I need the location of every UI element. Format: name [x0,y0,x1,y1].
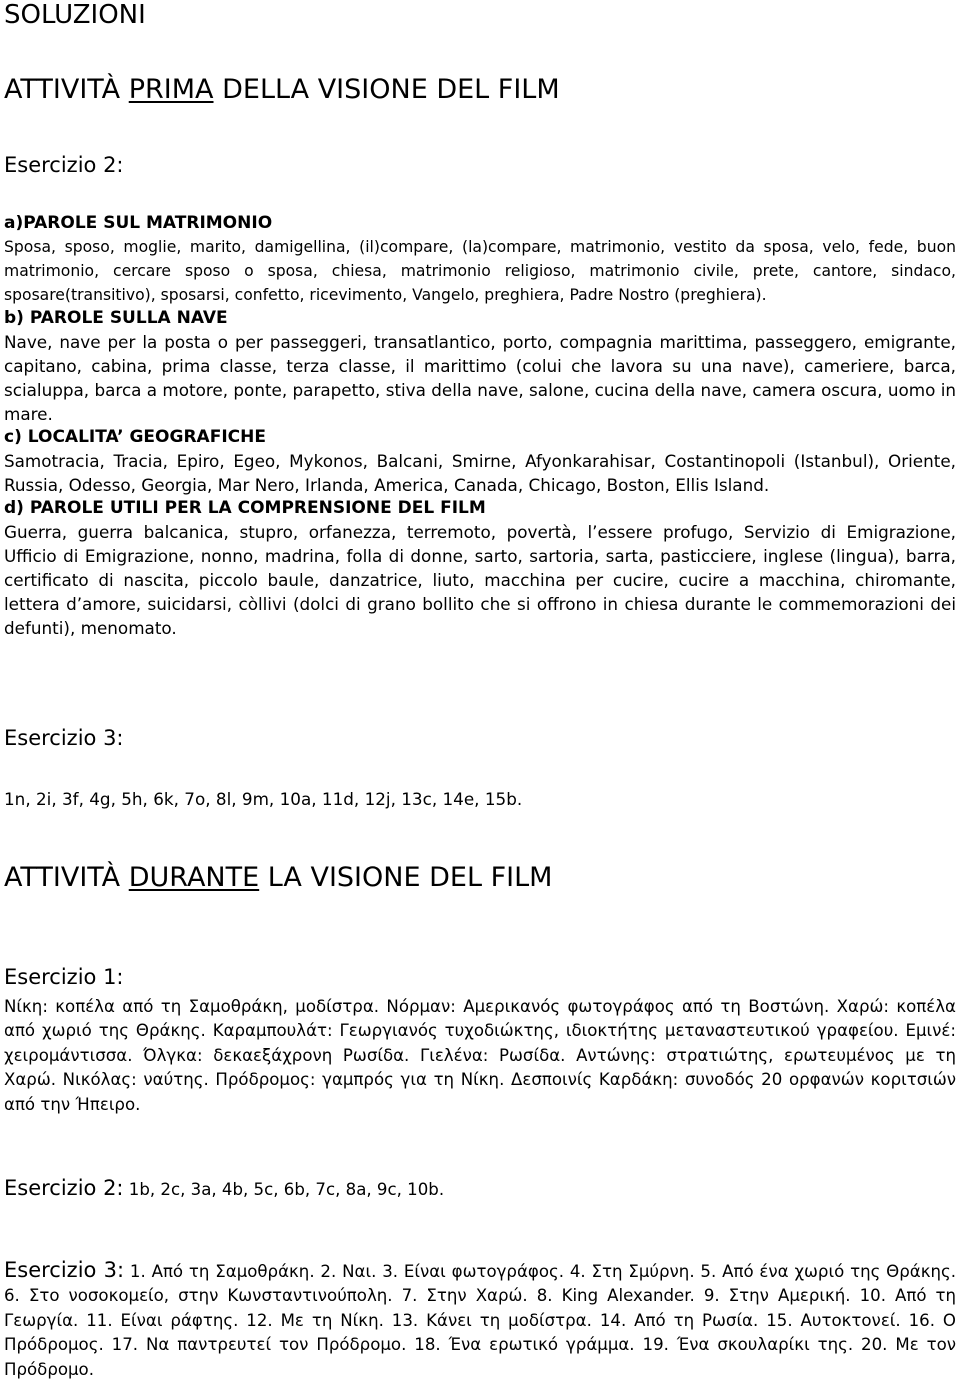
section-heading-before-film [4,74,560,106]
during-exercise-2 [4,1176,956,1202]
section-heading-prefix: ATTIVITÀ [4,862,129,893]
subsection-c-text: Samotracia, Tracia, Epiro, Egeo, Mykonos, Balcani, Smirne, Afyonkarahisar, Costantinopoli (Istanbul), Oriente, Russia, Odesso, Georgia, Mar Nero, Irlanda, America, Canada, Chicago, Boston, Ellis Island. [4,451,956,495]
document-title: SOLUZIONI [4,0,146,30]
during-exercise-3 [4,1258,956,1382]
section-heading-during-film [4,862,552,894]
subsection-b-text: Nave, nave per la posta o per passeggeri, transatlantico, porto, compagnia marittima, passeggero, emigrante, capitano, cabina, prima classe, terza classe, il marittimo (colui che lavora su una nave), cameriere, barca, scialuppa, barca a motore, ponte, parapetto, stiva della nave, salone, cucina della nave, camera oscura, uomo in mare. [4,332,956,424]
subsection-d-heading: d) PAROLE UTILI PER LA COMPRENSIONE DEL FILM [4,498,486,518]
exercise-2-title: Esercizio 2: [4,153,124,177]
during-exercise-3-title: Esercizio 3: [4,1258,125,1282]
subsection-c-heading: c) LOCALITA’ GEOGRAFICHE [4,427,266,447]
subsection-b-heading: b) PAROLE SULLA NAVE [4,308,228,328]
subsection-d-text: Guerra, guerra balcanica, stupro, orfanezza, terremoto, povertà, l’essere profugo, Servizio di Emigrazione, Ufficio di Emigrazione, nonno, madrina, folla di donne, sarto, sartoria, sarta, pasticciere, inglese (lingua), barra, certificato di nascita, piccolo baule, danzatrice, liuto, macchina per cucire, cucire a macchina, chiromante, lettera d’amore, suicidarsi, còllivi (dolci di grano bollito che si offrono in chiesa durante le commemorazioni dei defunti), menomato. [4,522,956,638]
during-exercise-3-answers: 1. Από τη Σαμοθράκη. 2. Ναι. 3. Είναι φωτογράφος. 4. Στη Σμύρνη. 5. Από ένα χωριό της Θράκης. 6. Στο νοσοκομείο, στην Κωνσταντινούπολη. 7. Στην Χαρώ. 8. King Alexander. 9. Στην Αμερική. 10. Από τη Γεωργία. 11. Είναι ράφτης. 12. Με τη Νίκη. 13. Κάνει τη μοδίστρα. 14. Από τη Ρωσία. 15. Αυτοκτονεί. 16. Ο Πρόδρομος. 17. Να παντρευτεί τον Πρόδρομο. 18. Ένα ερωτικό γράμμα. 19. Ένα σκουλαρίκι της. 20. Με τον Πρόδρομο. [4,1262,957,1379]
exercise-3-answers: 1n, 2i, 3f, 4g, 5h, 6k, 7o, 8l, 9m, 10a, 11d, 12j, 13c, 14e, 15b. [4,789,523,809]
section-heading-prefix: ATTIVITÀ [4,74,129,105]
vocabulary-block [4,212,956,640]
section-heading-underlined: PRIMA [128,74,214,105]
subsection-a-text: Sposa, sposo, moglie, marito, damigellina, (il)compare, (la)compare, matrimonio, vestito da sposa, velo, fede, buon matrimonio, cercare sposo o sposa, chiesa, matrimonio religioso, matrimonio civile, prete, cantore, sindaco, sposare(transitivo), sposarsi, confetto, ricevimento, Vangelo, preghiera, Padre Nostro (preghiera). [4,238,956,304]
exercise-3-title: Esercizio 3: [4,726,124,750]
subsection-a-heading: a)PAROLE SUL MATRIMONIO [4,213,273,233]
during-exercise-2-title: Esercizio 2: [4,1176,124,1200]
during-exercise-1-text: Νίκη: κοπέλα από τη Σαμοθράκη, μοδίστρα. Νόρμαν: Αμερικανός φωτογράφος από τη Βοστώνη. Χαρώ: κοπέλα από χωριό της Θράκης. Καραμπουλάτ: Γεωργιανός τυχοδιώκτης, ιδιοκτήτης μεταναστευτικού γραφείου. Εμινέ: χειρομάντισσα. Όλγκα: δεκαεξάχρονη Ρωσίδα. Γιελένα: Ρωσίδα. Αντώνης: στρατιώτης, ερωτευμένος με τη Χαρώ. Νικόλας: ναύτης. Πρόδρομος: γαμπρός για τη Νίκη. Δεσποινίς Καρδάκη: συνοδός 20 ορφανών κοριτσιών από την Ήπειρο. [4,997,956,1114]
section-heading-suffix: DELLA VISIONE DEL FILM [213,74,560,105]
section-heading-suffix: LA VISIONE DEL FILM [259,862,553,893]
during-exercise-2-answers: 1b, 2c, 3a, 4b, 5c, 6b, 7c, 8a, 9c, 10b. [123,1180,445,1199]
during-exercise-1-title: Esercizio 1: [4,965,124,989]
section-heading-underlined: DURANTE [128,862,260,893]
